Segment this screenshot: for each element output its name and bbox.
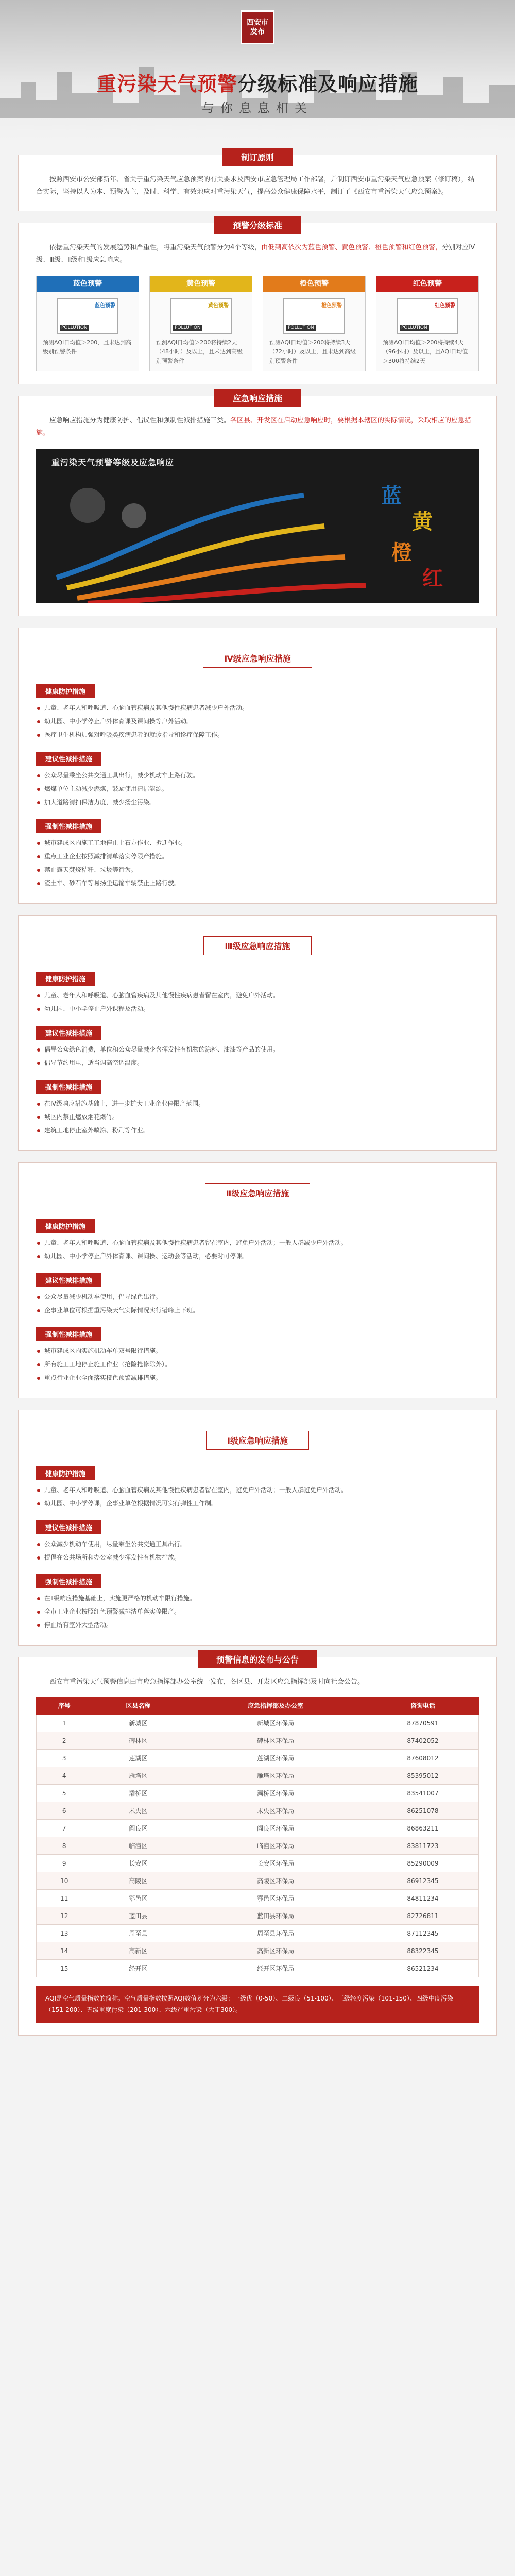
level-3-heading [36, 936, 479, 955]
column-header: 咨询电话 [367, 1697, 478, 1715]
response-text-a: 应急响应措施分为健康防护、倡议性和强制性减排措施三类。 [49, 417, 231, 425]
table-header-row [37, 1697, 479, 1715]
warning-sign-label: 蓝色预警 [95, 303, 115, 309]
level-2-heading [36, 1183, 479, 1202]
level-3-title: Ⅲ级应急响应措施 [203, 936, 311, 955]
force-list [36, 837, 479, 889]
warning-card-yellow [149, 276, 252, 371]
table-row [37, 1872, 479, 1890]
table-cell: 8 [37, 1837, 92, 1855]
table-cell: 长安区 [92, 1855, 184, 1872]
level-2-section [18, 1162, 497, 1398]
table-row [37, 1732, 479, 1750]
list-item: 儿童、老年人和呼吸道、心脑血管疾病及其他慢性疾病患者留在室内，避免户外活动；一般人群避免户外活动。 [36, 1484, 479, 1496]
table-cell: 碑林区环保局 [184, 1732, 367, 1750]
table-cell: 雁塔区 [92, 1767, 184, 1785]
table-cell: 88322345 [367, 1942, 478, 1960]
table-cell: 82726811 [367, 1907, 478, 1925]
list-item: 倡导公众绿色消费，单位和公众尽量减少含挥发性有机物的涂料、油漆等产品的使用。 [36, 1044, 479, 1055]
principles-text: 按照西安市公安部新年、省关于重污染天气应急预案的有关要求及西安市应急管理局工作部署，并制订西安市重污染天气应急预案（修订稿），结合实际，坚持以人为本、预警为主，及时、科学、有效地应对重污染天气，提高公众健康保障水平，制订了《西安市重污染天气应急预案》。 [36, 176, 475, 196]
advocate-label: 建议性减排措施 [36, 1520, 101, 1534]
force-list [36, 1592, 479, 1631]
list-item: 幼儿园、中小学停止户外体育课及课间操等户外活动。 [36, 716, 479, 727]
list-item: 儿童、老年人和呼吸道、心脑血管疾病及其他慢性疾病患者留在室内，避免户外活动。 [36, 990, 479, 1001]
list-item: 在Ⅳ级响应措施基础上，进一步扩大工业企业停限产范围。 [36, 1098, 479, 1109]
table-cell: 87402052 [367, 1732, 478, 1750]
warning-card-desc: 预测AQI日均值＞200将持续4天（96小时）及以上，且AQI日均值＞300将持续2天 [383, 339, 468, 364]
table-cell: 15 [37, 1960, 92, 1977]
table-cell: 莲湖区环保局 [184, 1750, 367, 1767]
table-cell: 1 [37, 1715, 92, 1732]
response-text [36, 415, 479, 439]
warning-sign-icon [397, 298, 458, 334]
list-item: 建筑工地停止室外喷涂、粉刷等作业。 [36, 1125, 479, 1136]
table-row [37, 1907, 479, 1925]
health-label: 健康防护措施 [36, 684, 95, 698]
table-cell: 周至县环保局 [184, 1925, 367, 1942]
table-cell: 高陵区环保局 [184, 1872, 367, 1890]
warning-card-desc: 预测AQI日均值＞200将持续2天（48小时）及以上，且未达到高级别预警条件 [156, 339, 243, 364]
warning-card-desc: 预测AQI日均值＞200，且未达到高级别预警条件 [43, 339, 132, 355]
level-1-section [18, 1410, 497, 1646]
list-item: 儿童、老年人和呼吸道、心脑血管疾病及其他慢性疾病患者减少户外活动。 [36, 702, 479, 714]
list-item: 渣土车、砂石车等易扬尘运输车辆禁止上路行驶。 [36, 877, 479, 889]
table-cell: 7 [37, 1820, 92, 1837]
table-cell: 未央区 [92, 1802, 184, 1820]
table-row [37, 1767, 479, 1785]
table-cell: 灞桥区 [92, 1785, 184, 1802]
health-label: 健康防护措施 [36, 1466, 95, 1480]
table-row [37, 1837, 479, 1855]
list-item: 儿童、老年人和呼吸道、心脑血管疾病及其他慢性疾病患者留在室内，避免户外活动；一般人群减少户外活动。 [36, 1237, 479, 1248]
health-list [36, 1484, 479, 1509]
principles-banner: 制订原则 [222, 148, 293, 166]
table-cell: 经开区 [92, 1960, 184, 1977]
pollution-tag: POLLUTION [173, 325, 202, 331]
response-text-highlight: 各区县、开发区在启动应急响应时，要根据本辖区的实际情况，采取相应的应急措施。 [36, 417, 472, 437]
column-header: 区县名称 [92, 1697, 184, 1715]
list-item: 停止所有室外大型活动。 [36, 1619, 479, 1631]
table-cell: 高陵区 [92, 1872, 184, 1890]
warning-section [18, 223, 497, 384]
pollution-tag: POLLUTION [400, 325, 429, 331]
warning-card-orange [263, 276, 366, 371]
warning-card-title: 红色预警 [376, 276, 478, 292]
response-illustration-title: 重污染天气预警等级及应急响应 [52, 457, 175, 467]
level-2-title: Ⅱ级应急响应措施 [205, 1183, 311, 1202]
table-cell: 13 [37, 1925, 92, 1942]
list-item: 城区内禁止燃放烟花爆竹。 [36, 1111, 479, 1123]
list-item: 加大道路清扫保洁力度，减少扬尘污染。 [36, 796, 479, 808]
publish-section [18, 1657, 497, 2036]
force-list [36, 1345, 479, 1383]
table-cell: 83541007 [367, 1785, 478, 1802]
force-label: 强制性减排措施 [36, 1080, 101, 1094]
list-item: 企事业单位可根据重污染天气实际情况实行错峰上下班。 [36, 1304, 479, 1316]
level-3-section [18, 915, 497, 1151]
warning-sign-label: 黄色预警 [208, 303, 229, 309]
force-label: 强制性减排措施 [36, 1327, 101, 1341]
principles-section [18, 152, 497, 211]
list-item: 倡导节约用电，适当调高空调温度。 [36, 1057, 479, 1069]
warning-sign-icon [57, 298, 118, 334]
list-item: 幼儿园、中小学停止户外体育课、课间操、运动会等活动，必要时可停课。 [36, 1250, 479, 1262]
table-cell: 2 [37, 1732, 92, 1750]
list-item: 公众尽量乘坐公共交通工具出行，减少机动车上路行驶。 [36, 770, 479, 781]
warning-card-desc: 预测AQI日均值＞200将持续3天（72小时）及以上，且未达到高级别预警条件 [269, 339, 356, 364]
table-row [37, 1715, 479, 1732]
table-cell: 经开区环保局 [184, 1960, 367, 1977]
list-item: 公众尽量减少机动车使用，倡导绿色出行。 [36, 1291, 479, 1302]
list-item: 全市工业企业按照红色预警减排清单落实停限产。 [36, 1606, 479, 1617]
table-cell: 未央区环保局 [184, 1802, 367, 1820]
table-cell: 高新区环保局 [184, 1942, 367, 1960]
table-row [37, 1820, 479, 1837]
table-cell: 6 [37, 1802, 92, 1820]
publish-banner: 预警信息的发布与公告 [198, 1650, 317, 1668]
warning-sign-label: 红色预警 [435, 303, 455, 309]
force-list [36, 1098, 479, 1136]
health-list [36, 702, 479, 740]
force-label: 强制性减排措施 [36, 1574, 101, 1588]
health-label: 健康防护措施 [36, 972, 95, 986]
table-cell: 5 [37, 1785, 92, 1802]
warning-intro-a: 依据重污染天气的发展趋势和严重性，将重污染天气预警分为4个等级， [49, 244, 262, 251]
table-cell: 86912345 [367, 1872, 478, 1890]
level-1-title: Ⅰ级应急响应措施 [206, 1431, 309, 1450]
list-item: 在Ⅱ级响应措施基础上，实施更严格的机动车限行措施。 [36, 1592, 479, 1604]
table-cell: 87870591 [367, 1715, 478, 1732]
publish-text: 西安市重污染天气预警信息由市应急指挥部办公室统一发布，各区县、开发区应急指挥部及时向社会公告。 [49, 1678, 365, 1686]
table-cell: 碑林区 [92, 1732, 184, 1750]
hero-header [0, 0, 515, 139]
health-list [36, 990, 479, 1014]
response-banner: 应急响应措施 [214, 389, 301, 407]
force-label: 强制性减排措施 [36, 819, 101, 833]
table-cell: 85290009 [367, 1855, 478, 1872]
level-4-title: Ⅳ级应急响应措施 [203, 649, 312, 668]
contact-table-body [37, 1715, 479, 1977]
table-cell: 鄠邑区环保局 [184, 1890, 367, 1907]
table-cell: 3 [37, 1750, 92, 1767]
advocate-label: 建议性减排措施 [36, 752, 101, 766]
level-4-heading [36, 649, 479, 668]
table-cell: 86251078 [367, 1802, 478, 1820]
table-cell: 临潼区环保局 [184, 1837, 367, 1855]
table-cell: 新城区环保局 [184, 1715, 367, 1732]
column-header: 应急指挥部及办公室 [184, 1697, 367, 1715]
page-subtitle: 与你息息相关 [202, 101, 313, 115]
advocate-label: 建议性减排措施 [36, 1026, 101, 1040]
response-illustration [36, 449, 479, 603]
list-item: 医疗卫生机构加强对呼吸类疾病患者的就诊指导和诊疗保障工作。 [36, 729, 479, 740]
list-item: 燃煤单位主动减少燃煤，鼓励使用清洁能源。 [36, 783, 479, 794]
list-item: 城市建成区内实施机动车单双号限行措施。 [36, 1345, 479, 1357]
table-cell: 蓝田县环保局 [184, 1907, 367, 1925]
warning-card-title: 蓝色预警 [37, 276, 139, 292]
advocate-list [36, 1538, 479, 1563]
table-cell: 86521234 [367, 1960, 478, 1977]
warning-card-title: 橙色预警 [263, 276, 365, 292]
table-cell: 高新区 [92, 1942, 184, 1960]
level-1-heading [36, 1431, 479, 1450]
table-cell: 阎良区环保局 [184, 1820, 367, 1837]
level-blue-glyph: 蓝 [381, 484, 402, 508]
warning-card-red [376, 276, 479, 371]
warning-intro-b: 分别对应Ⅳ级、Ⅲ级、Ⅱ级和Ⅰ级应急响应。 [36, 244, 475, 264]
response-section [18, 396, 497, 616]
pollution-tag: POLLUTION [286, 325, 316, 331]
pollution-tag: POLLUTION [60, 325, 89, 331]
seal-line-1: 西安市 [247, 19, 268, 27]
list-item: 城市建成区内施工工地停止土石方作业、拆迁作业。 [36, 837, 479, 849]
advocate-list [36, 770, 479, 808]
table-cell: 鄠邑区 [92, 1890, 184, 1907]
warning-sign-label: 橙色预警 [321, 303, 342, 309]
list-item: 幼儿园、中小学停课，企事业单位根据情况可实行弹性工作制。 [36, 1498, 479, 1509]
table-cell: 9 [37, 1855, 92, 1872]
list-item: 公众减少机动车使用，尽量乘坐公共交通工具出行。 [36, 1538, 479, 1550]
table-cell: 87112345 [367, 1925, 478, 1942]
level-yellow-glyph: 黄 [412, 510, 433, 534]
table-cell: 长安区环保局 [184, 1855, 367, 1872]
table-row [37, 1785, 479, 1802]
seal-line-2: 发布 [250, 28, 265, 36]
table-row [37, 1802, 479, 1820]
level-orange-glyph: 橙 [391, 541, 412, 565]
table-cell: 阎良区 [92, 1820, 184, 1837]
table-row [37, 1750, 479, 1767]
page-title [0, 68, 515, 96]
table-cell: 12 [37, 1907, 92, 1925]
table-cell: 莲湖区 [92, 1750, 184, 1767]
table-row [37, 1855, 479, 1872]
warning-card-blue [36, 276, 139, 371]
table-cell: 86863211 [367, 1820, 478, 1837]
health-list [36, 1237, 479, 1262]
warning-banner: 预警分级标准 [214, 216, 301, 234]
warning-card-title: 黄色预警 [150, 276, 252, 292]
table-cell: 蓝田县 [92, 1907, 184, 1925]
warning-intro-highlight: 由低到高依次为蓝色预警、黄色预警、橙色预警和红色预警， [261, 244, 442, 251]
table-cell: 临潼区 [92, 1837, 184, 1855]
title-red-part: 重污染天气预警 [96, 73, 237, 95]
table-cell: 11 [37, 1890, 92, 1907]
table-cell: 4 [37, 1767, 92, 1785]
title-dark-part: 分级标准及响应措施 [237, 73, 419, 95]
table-cell: 84811234 [367, 1890, 478, 1907]
list-item: 重点工业企业按照减排清单落实停限产措施。 [36, 851, 479, 862]
warning-levels [36, 276, 479, 371]
advocate-label: 建议性减排措施 [36, 1273, 101, 1287]
table-row [37, 1890, 479, 1907]
table-row [37, 1960, 479, 1977]
table-cell: 新城区 [92, 1715, 184, 1732]
table-cell: 87608012 [367, 1750, 478, 1767]
advocate-list [36, 1291, 479, 1316]
xian-release-seal [241, 10, 274, 44]
column-header: 序号 [37, 1697, 92, 1715]
aqi-note: AQI是空气质量指数的简称。空气质量指数按照AQI数值划分为六级：一级优（0-50）、二级良（51-100）、三级轻度污染（101-150）、四级中度污染（151-200）、五级重度污染（201-300）、六级严重污染（大于300）。 [36, 1986, 479, 2023]
level-red-glyph: 红 [422, 567, 443, 590]
warning-sign-icon [283, 298, 345, 334]
table-cell: 灞桥区环保局 [184, 1785, 367, 1802]
advocate-list [36, 1044, 479, 1069]
warning-sign-icon [170, 298, 232, 334]
table-row [37, 1942, 479, 1960]
list-item: 幼儿园、中小学停止户外课程及活动。 [36, 1003, 479, 1014]
level-4-section [18, 628, 497, 904]
list-item: 禁止露天焚烧秸秆、垃圾等行为。 [36, 864, 479, 875]
table-cell: 10 [37, 1872, 92, 1890]
list-item: 所有施工工地停止施工作业（抢险抢修除外）。 [36, 1359, 479, 1370]
table-cell: 85395012 [367, 1767, 478, 1785]
table-cell: 周至县 [92, 1925, 184, 1942]
table-cell: 83811723 [367, 1837, 478, 1855]
contact-table [36, 1697, 479, 1977]
table-cell: 14 [37, 1942, 92, 1960]
list-item: 重点行业企业全面落实橙色预警减排措施。 [36, 1372, 479, 1383]
list-item: 提倡在公共场所和办公室减少挥发性有机物排放。 [36, 1552, 479, 1563]
table-cell: 雁塔区环保局 [184, 1767, 367, 1785]
warning-intro [36, 242, 479, 266]
table-row [37, 1925, 479, 1942]
health-label: 健康防护措施 [36, 1219, 95, 1233]
